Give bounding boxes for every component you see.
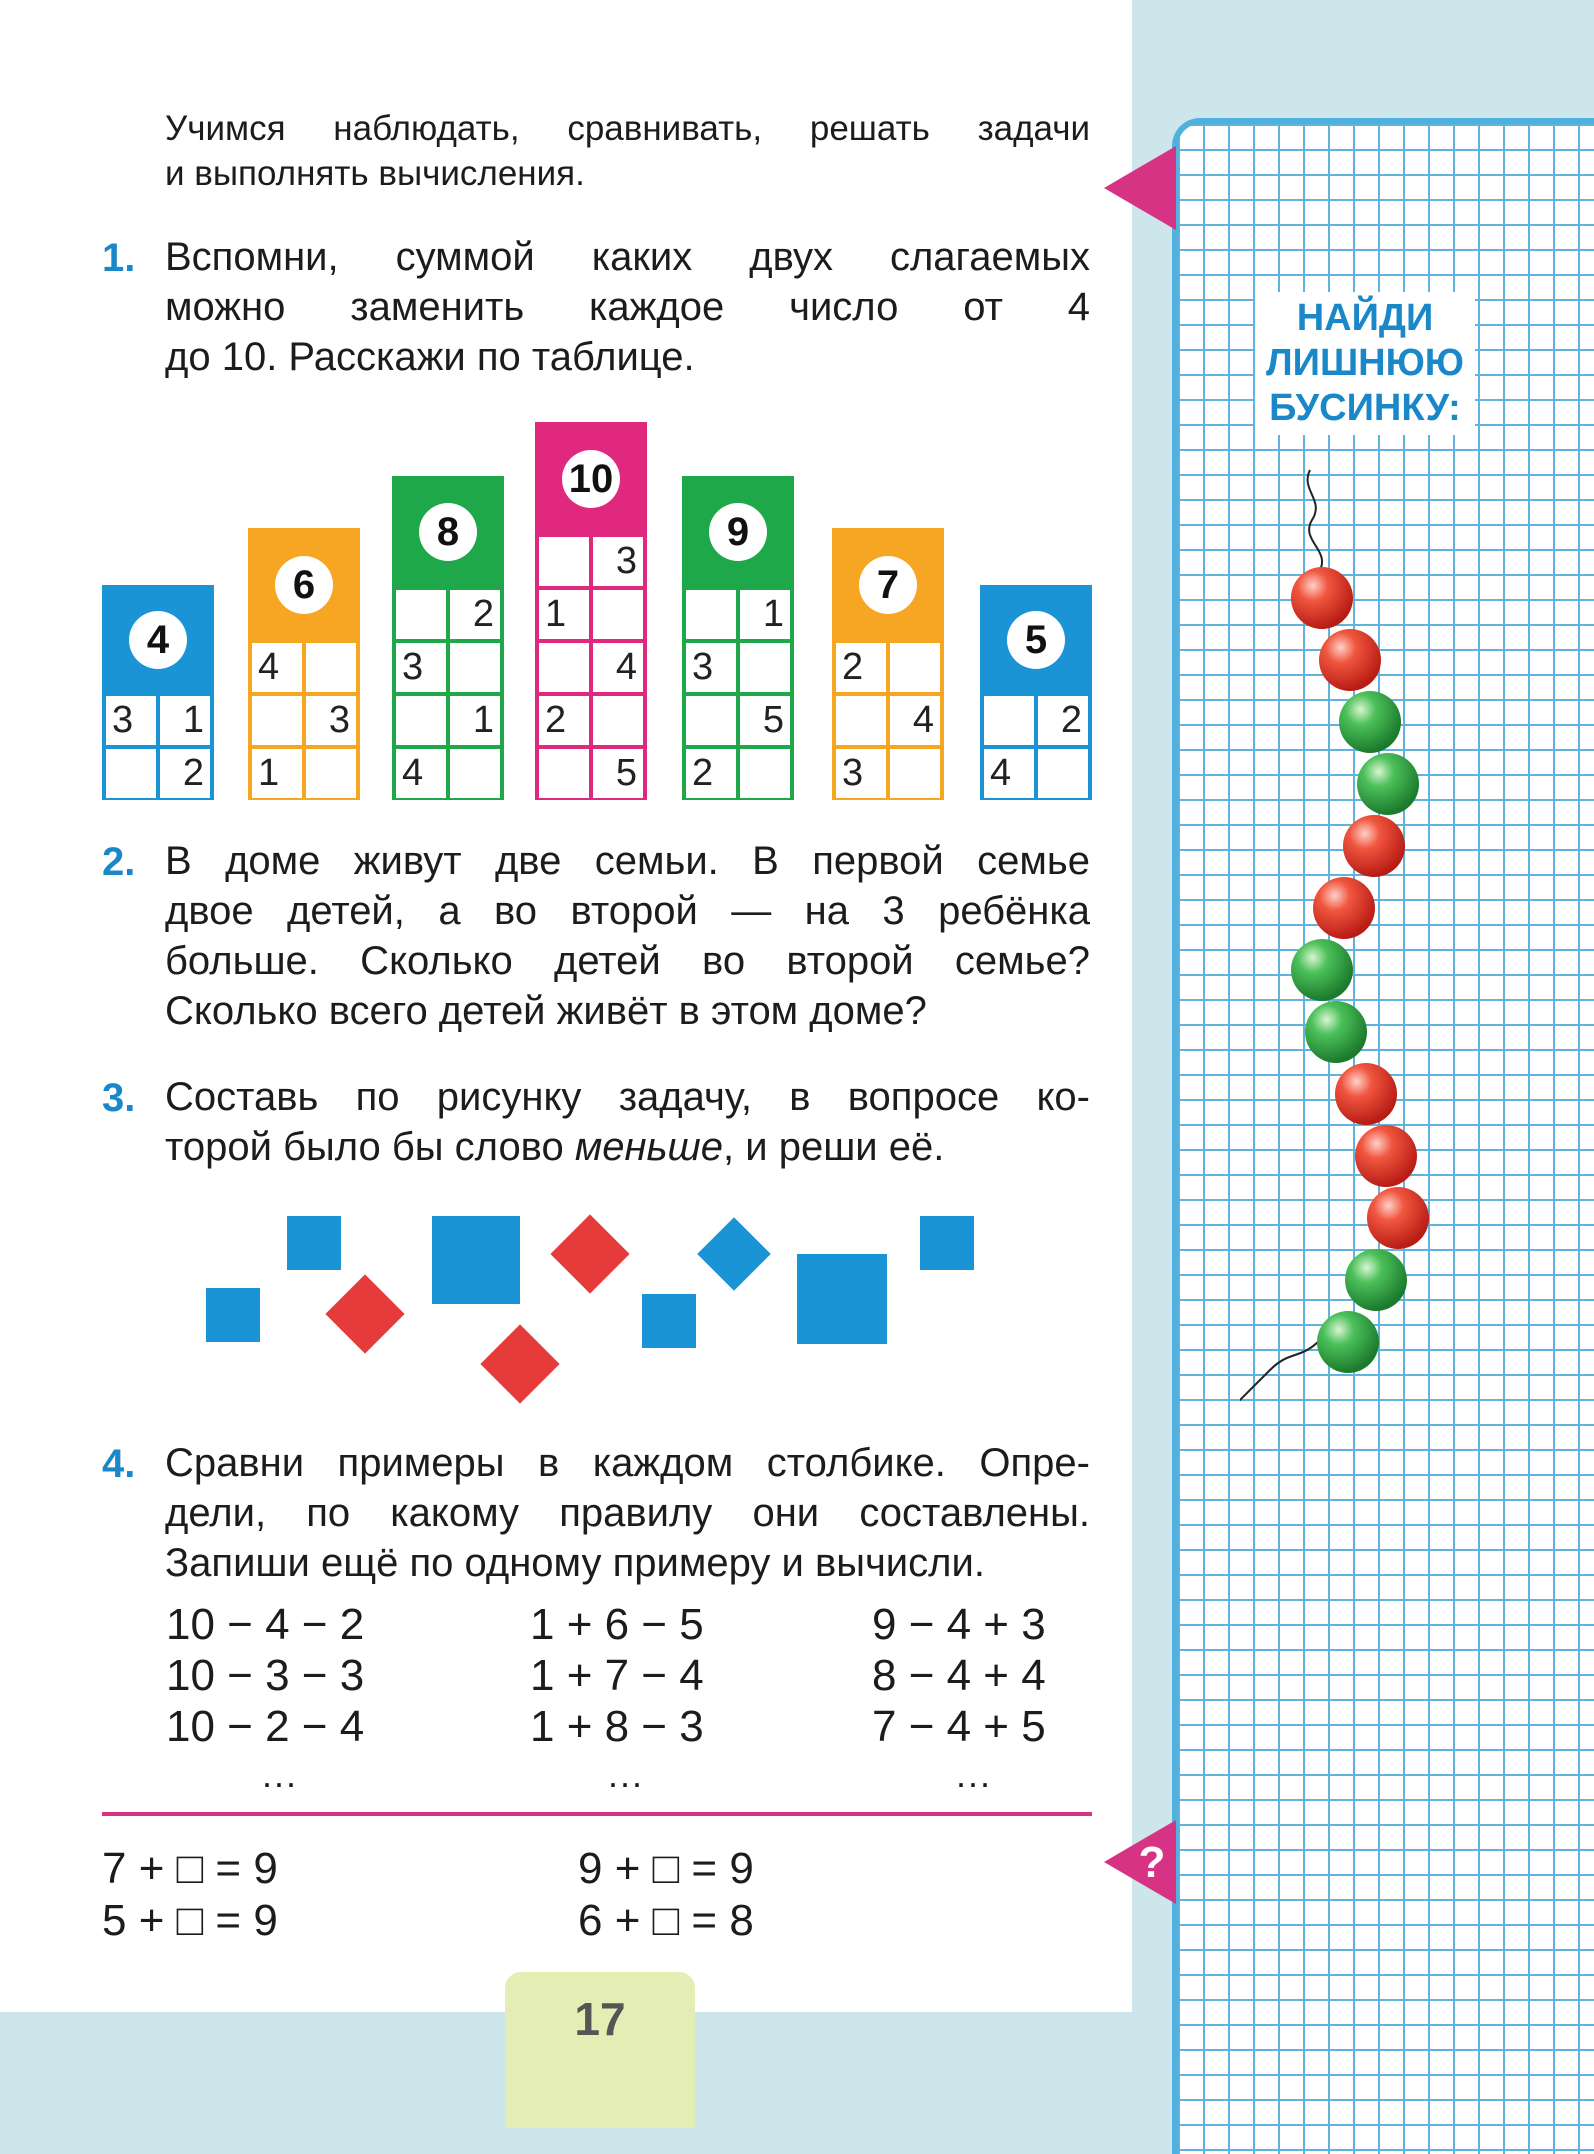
green-bead (1291, 939, 1353, 1001)
house-8 (392, 476, 504, 800)
house-cell (306, 643, 356, 692)
house-number: 10 (562, 450, 620, 508)
house-cell: 3 (836, 749, 886, 798)
house-cell: 5 (593, 749, 643, 798)
house-cell: 3 (106, 696, 156, 745)
house-cell (1038, 749, 1088, 798)
example: 1 + 7 − 4 (530, 1651, 704, 1700)
green-bead (1317, 1311, 1379, 1373)
task-3-emphasis: меньше (574, 1125, 724, 1169)
house-cell (450, 749, 500, 798)
house-cell (890, 643, 940, 692)
example: 7 − 4 + 5 (872, 1702, 1046, 1751)
house-cell: 2 (836, 643, 886, 692)
blue-big-square (432, 1216, 520, 1304)
house-cell (593, 590, 643, 639)
intro-line: и выполнять вычисления. (165, 154, 585, 193)
house-7 (832, 528, 944, 800)
house-cell: 4 (890, 696, 940, 745)
house-cell: 4 (593, 643, 643, 692)
red-bead (1343, 815, 1405, 877)
house-cell: 2 (160, 749, 210, 798)
task-line: Сколько всего детей живёт в этом доме? (165, 989, 927, 1033)
house-cell (450, 643, 500, 692)
house-cell (740, 643, 790, 692)
house-cell: 2 (1038, 696, 1088, 745)
blue-square (920, 1216, 974, 1270)
task-line: Составь по рисунку задачу, в вопросе ко- (165, 1075, 1090, 1119)
house-cell: 4 (984, 749, 1034, 798)
blue-square (287, 1216, 341, 1270)
house-cell: 1 (252, 749, 302, 798)
intro-text (165, 106, 1090, 196)
house-number: 4 (129, 611, 187, 669)
house-cell: 1 (740, 590, 790, 639)
side-title-line: НАЙДИ (1296, 297, 1434, 339)
red-bead (1335, 1063, 1397, 1125)
red-bead (1319, 629, 1381, 691)
task-line: можно заменить каждое число от 4 (165, 285, 1090, 329)
example: 10 − 3 − 3 (166, 1651, 365, 1700)
pointer-triangle-icon (1104, 146, 1176, 230)
task-4-text (165, 1438, 1090, 1588)
task-line: В доме живут две семьи. В первой семье (165, 839, 1090, 883)
side-title-line: БУСИНКУ: (1269, 387, 1461, 429)
house-cell: 3 (306, 696, 356, 745)
task-2-text (165, 836, 1090, 1036)
house-cell: 1 (160, 696, 210, 745)
task-line: двое детей, а во второй — на 3 ребёнка (165, 889, 1090, 933)
task-line (165, 1122, 1090, 1172)
task-line: больше. Сколько детей во второй семье? (165, 939, 1090, 983)
house-9 (682, 476, 794, 800)
ellipsis: ... (608, 1754, 645, 1795)
red-bead (1291, 567, 1353, 629)
house-cell (740, 749, 790, 798)
task-3-line2-a: торой было бы слово (165, 1125, 575, 1169)
divider-line (102, 1812, 1092, 1816)
house-cell: 3 (593, 537, 643, 586)
blue-big-square (797, 1254, 887, 1344)
task-3-line2-b: , и реши её. (723, 1125, 945, 1169)
task-3-text (165, 1072, 1090, 1172)
house-cell (306, 749, 356, 798)
intro-line: Учимся наблюдать, сравнивать, решать задачи (165, 109, 1090, 148)
task-line: Запиши ещё по одному примеру и вычисли. (165, 1541, 985, 1585)
equation: 6 + □ = 8 (578, 1896, 754, 1945)
side-title (1255, 292, 1475, 435)
house-number: 5 (1007, 611, 1065, 669)
house-cell: 4 (252, 643, 302, 692)
task-line: дели, по какому правилу они составлены. (165, 1491, 1090, 1535)
house-cell (836, 696, 886, 745)
task-line: до 10. Расскажи по таблице. (165, 335, 695, 379)
house-cell: 5 (740, 696, 790, 745)
task-1-number: 1. (102, 236, 136, 280)
house-number: 7 (859, 556, 917, 614)
house-cell: 3 (396, 643, 446, 692)
bead-string (1240, 460, 1480, 1420)
house-4 (102, 585, 214, 800)
red-bead (1355, 1125, 1417, 1187)
thread-bottom (1240, 1340, 1320, 1410)
task-4-number: 4. (102, 1442, 136, 1486)
red-bead (1367, 1187, 1429, 1249)
question-mark: ? (1138, 1838, 1166, 1887)
green-bead (1339, 691, 1401, 753)
example: 1 + 8 − 3 (530, 1702, 704, 1751)
house-5 (980, 585, 1092, 800)
ellipsis: ... (956, 1754, 993, 1795)
task-line: Сравни примеры в каждом столбике. Опре- (165, 1441, 1090, 1485)
house-cell: 2 (686, 749, 736, 798)
equation: 5 + □ = 9 (102, 1896, 278, 1945)
example: 8 − 4 + 4 (872, 1651, 1046, 1700)
side-title-line: ЛИШНЮЮ (1266, 342, 1464, 384)
equation: 9 + □ = 9 (578, 1844, 754, 1893)
example: 10 − 2 − 4 (166, 1702, 365, 1751)
blue-square (206, 1288, 260, 1342)
page-number: 17 (574, 1993, 626, 2045)
house-cell (396, 696, 446, 745)
house-number: 6 (275, 556, 333, 614)
house-cell: 2 (450, 590, 500, 639)
house-cell (593, 696, 643, 745)
house-cell (686, 590, 736, 639)
house-cell: 1 (450, 696, 500, 745)
equation: 7 + □ = 9 (102, 1844, 278, 1893)
house-cell: 3 (686, 643, 736, 692)
house-cell: 2 (539, 696, 589, 745)
house-cell (686, 696, 736, 745)
example: 1 + 6 − 5 (530, 1600, 704, 1649)
house-cell (984, 696, 1034, 745)
task-2-number: 2. (102, 840, 136, 884)
task-3-number: 3. (102, 1076, 136, 1120)
house-number: 9 (709, 503, 767, 561)
ellipsis: ... (262, 1754, 299, 1795)
task-1-text (165, 232, 1090, 382)
blue-square (642, 1294, 696, 1348)
example: 9 − 4 + 3 (872, 1600, 1046, 1649)
house-6 (248, 528, 360, 800)
house-cell (539, 537, 589, 586)
house-cell (890, 749, 940, 798)
green-bead (1305, 1001, 1367, 1063)
house-cell: 4 (396, 749, 446, 798)
house-cell (252, 696, 302, 745)
green-bead (1345, 1249, 1407, 1311)
house-cell (396, 590, 446, 639)
house-cell (539, 749, 589, 798)
house-10 (535, 422, 647, 800)
house-cell: 1 (539, 590, 589, 639)
green-bead (1357, 753, 1419, 815)
example: 10 − 4 − 2 (166, 1600, 365, 1649)
house-cell (539, 643, 589, 692)
house-number: 8 (419, 503, 477, 561)
task-line: Вспомни, суммой каких двух слагаемых (165, 235, 1090, 279)
house-cell (106, 749, 156, 798)
red-bead (1313, 877, 1375, 939)
